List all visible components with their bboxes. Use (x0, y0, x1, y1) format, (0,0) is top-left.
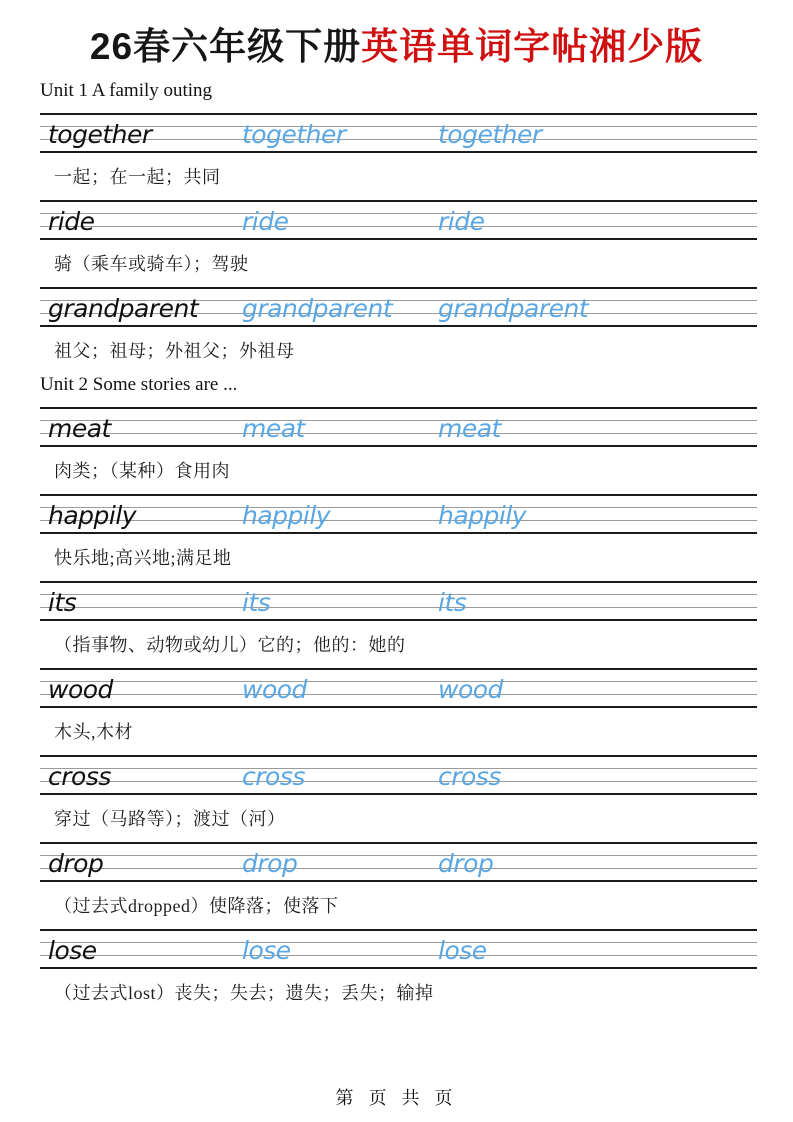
handwriting-guide (40, 755, 757, 795)
word-definition: 一起；在一起；共同 (54, 167, 221, 187)
word-practice-block (40, 494, 757, 568)
title-prefix: 26春六年级下册 (89, 26, 362, 67)
word-sample: ride (48, 207, 95, 236)
word-list (40, 80, 757, 1003)
word-trace-1: together (242, 120, 346, 149)
guide-line (40, 494, 757, 496)
guide-line (40, 755, 757, 757)
word-trace-1: ride (242, 207, 289, 236)
guide-line (40, 213, 757, 214)
word-sample: meat (48, 414, 111, 443)
word-trace-1: grandparent (242, 294, 393, 323)
guide-line (40, 407, 757, 409)
handwriting-guide (40, 668, 757, 708)
guide-line (40, 793, 757, 795)
word-trace-1: happily (242, 501, 331, 530)
guide-line (40, 507, 757, 508)
guide-line (40, 445, 757, 447)
guide-line (40, 238, 757, 240)
guide-line (40, 433, 757, 434)
guide-line (40, 706, 757, 708)
title-highlight: 英语单词字帖湘少版 (361, 26, 704, 67)
word-trace-1: drop (242, 849, 298, 878)
guide-line (40, 520, 757, 521)
word-trace-2: grandparent (438, 294, 589, 323)
guide-line (40, 668, 757, 670)
word-practice-block (40, 929, 757, 1003)
unit-header: Unit 1 A family outing (40, 80, 213, 101)
word-definition: 祖父；祖母；外祖父；外祖母 (54, 341, 295, 361)
guide-line (40, 880, 757, 882)
word-practice-block (40, 287, 757, 361)
word-sample: lose (48, 936, 97, 965)
word-practice-block (40, 668, 757, 742)
guide-line (40, 681, 757, 682)
word-trace-2: together (438, 120, 542, 149)
handwriting-guide (40, 113, 757, 153)
guide-line (40, 868, 757, 869)
word-practice-block (40, 407, 757, 481)
guide-line (40, 694, 757, 695)
guide-line (40, 842, 757, 844)
word-practice-block (40, 200, 757, 274)
handwriting-guide (40, 494, 757, 534)
word-definition: 肉类；（某种）食用肉 (54, 461, 230, 481)
page-title (0, 0, 793, 70)
handwriting-guide (40, 842, 757, 882)
guide-line (40, 855, 757, 856)
word-practice-block (40, 842, 757, 916)
word-definition: 骑（乘车或骑车）；驾驶 (54, 254, 249, 274)
word-definition: （过去式dropped）使降落；使落下 (54, 896, 339, 916)
word-trace-2: lose (438, 936, 487, 965)
word-definition: （指事物、动物或幼儿）它的；他的：她的 (54, 635, 406, 655)
guide-line (40, 226, 757, 227)
word-practice-block (40, 581, 757, 655)
word-sample: drop (48, 849, 104, 878)
page-footer: 第 页 共 页 (335, 1088, 458, 1108)
word-sample: its (48, 588, 77, 617)
guide-line (40, 607, 757, 608)
guide-line (40, 781, 757, 782)
guide-line (40, 151, 757, 153)
guide-line (40, 955, 757, 956)
word-sample: together (48, 120, 152, 149)
guide-line (40, 200, 757, 202)
word-trace-1: lose (242, 936, 291, 965)
guide-line (40, 581, 757, 583)
word-trace-1: meat (242, 414, 305, 443)
word-definition: （过去式lost）丧失；失去；遗失；丢失；输掉 (54, 983, 434, 1003)
guide-line (40, 113, 757, 115)
handwriting-guide (40, 581, 757, 621)
guide-line (40, 942, 757, 943)
word-trace-1: its (242, 588, 271, 617)
word-trace-2: its (438, 588, 467, 617)
word-definition: 穿过（马路等）；渡过（河） (54, 809, 286, 829)
word-trace-1: cross (242, 762, 305, 791)
word-sample: grandparent (48, 294, 199, 323)
guide-line (40, 420, 757, 421)
guide-line (40, 532, 757, 534)
guide-line (40, 967, 757, 969)
word-trace-2: wood (438, 675, 503, 704)
guide-line (40, 929, 757, 931)
handwriting-guide (40, 407, 757, 447)
word-definition: 快乐地;高兴地;满足地 (54, 548, 232, 568)
word-sample: cross (48, 762, 111, 791)
handwriting-guide (40, 929, 757, 969)
word-trace-2: happily (438, 501, 527, 530)
guide-line (40, 325, 757, 327)
word-trace-2: ride (438, 207, 485, 236)
word-practice-block (40, 113, 757, 187)
handwriting-guide (40, 287, 757, 327)
word-definition: 木头,木材 (54, 722, 133, 742)
word-trace-2: cross (438, 762, 501, 791)
word-trace-1: wood (242, 675, 307, 704)
guide-line (40, 287, 757, 289)
word-practice-block (40, 755, 757, 829)
unit-header: Unit 2 Some stories are ... (40, 374, 238, 395)
word-trace-2: drop (438, 849, 494, 878)
guide-line (40, 594, 757, 595)
word-trace-2: meat (438, 414, 501, 443)
word-sample: wood (48, 675, 113, 704)
guide-line (40, 768, 757, 769)
guide-line (40, 619, 757, 621)
word-sample: happily (48, 501, 137, 530)
handwriting-guide (40, 200, 757, 240)
